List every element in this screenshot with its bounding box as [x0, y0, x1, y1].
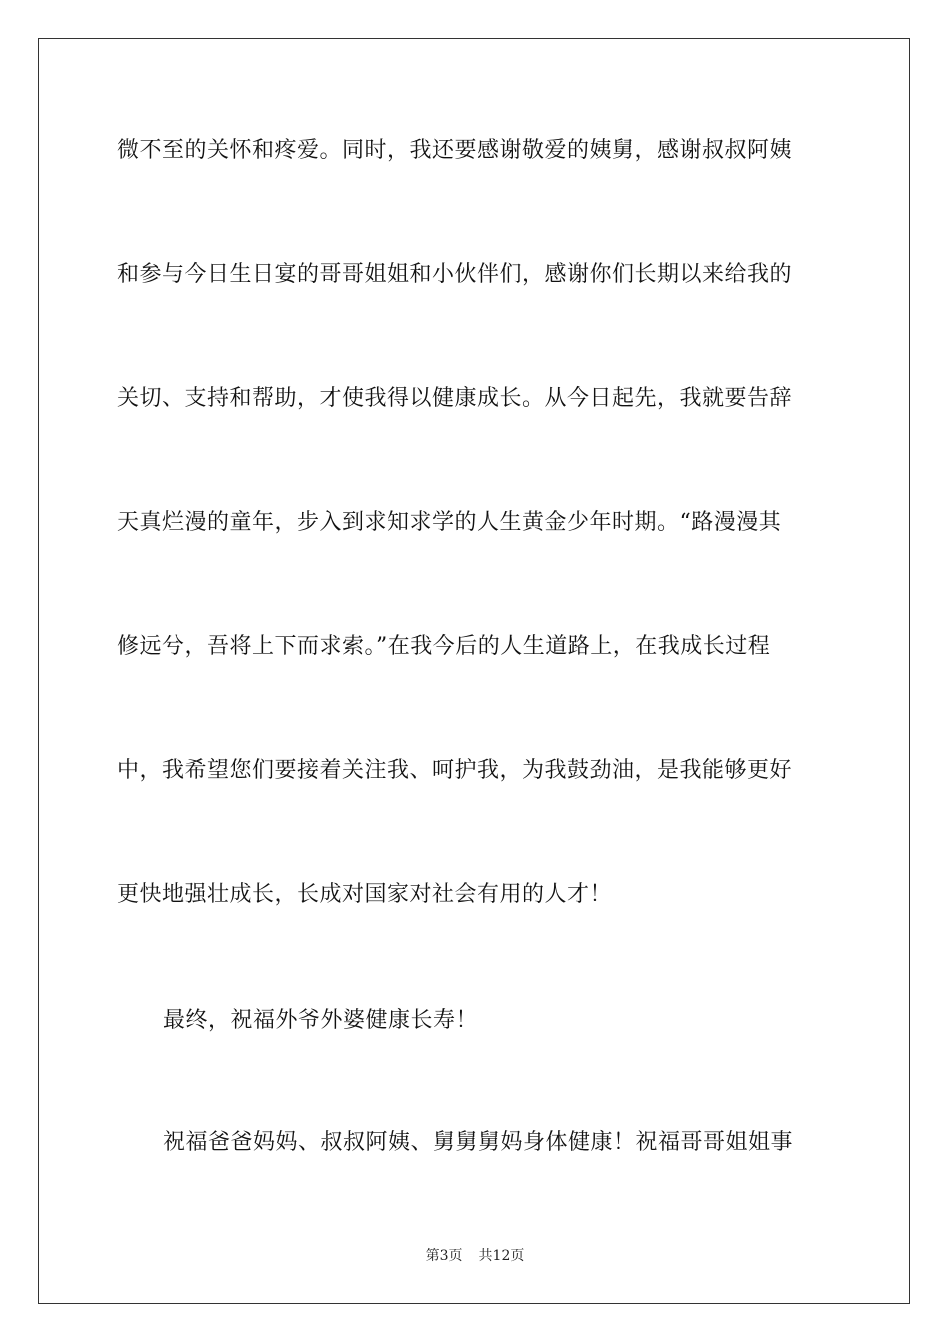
paragraph-line: 和参与今日生日宴的哥哥姐姐和小伙伴们，感谢你们长期以来给我的 — [117, 262, 793, 287]
paragraph-line: 微不至的关怀和疼爱。同时，我还要感谢敬爱的姨舅，感谢叔叔阿姨 — [117, 138, 793, 163]
page-border — [38, 38, 910, 1304]
paragraph-line: 中，我希望您们要接着关注我、呵护我，为我鼓劲油，是我能够更好 — [117, 758, 793, 783]
page-number: 第3页 — [425, 1248, 463, 1264]
paragraph-line: 最终，祝福外爷外婆健康长寿！ — [163, 1008, 479, 1033]
total-pages: 共12页 — [478, 1248, 525, 1264]
paragraph-line: 修远兮，吾将上下而求索。”在我今后的人生道路上，在我成长过程 — [117, 634, 771, 659]
paragraph-line: 关切、支持和帮助，才使我得以健康成长。从今日起先，我就要告辞 — [117, 386, 793, 411]
paragraph-line: 天真烂漫的童年，步入到求知求学的人生黄金少年时期。“路漫漫其 — [117, 510, 782, 535]
page-footer — [0, 1247, 950, 1265]
paragraph-line: 更快地强壮成长，长成对国家对社会有用的人才！ — [117, 882, 613, 907]
paragraph-line: 祝福爸爸妈妈、叔叔阿姨、舅舅舅妈身体健康！祝福哥哥姐姐事 — [163, 1130, 794, 1155]
